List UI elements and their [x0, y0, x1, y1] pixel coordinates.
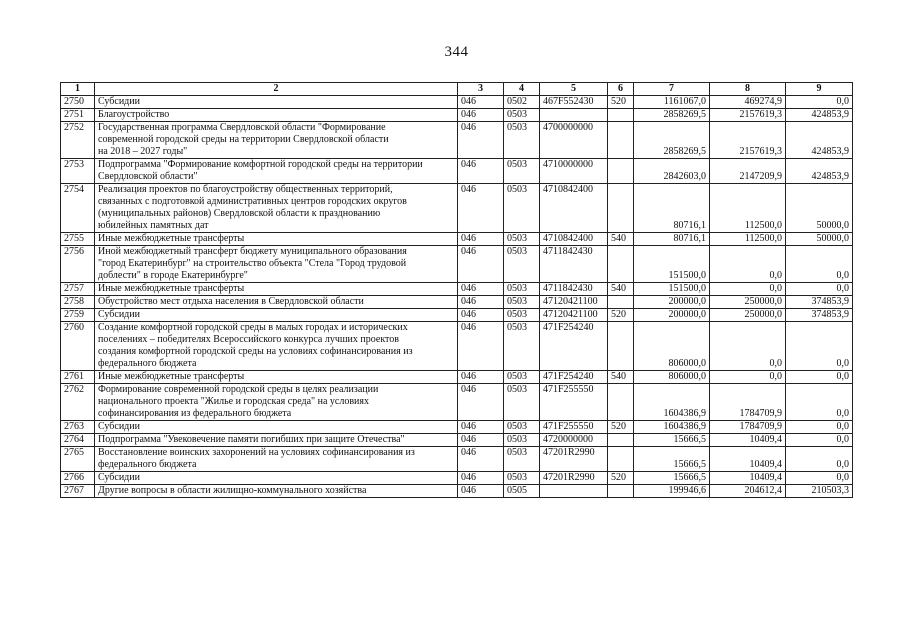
target-article-cell: 47201R2990: [540, 472, 608, 485]
description-line: Восстановление воинских захоронений на условиях софинансирования из: [98, 447, 415, 458]
expense-type-cell: 540: [608, 283, 634, 296]
amount-col8-cell: 2157619,3: [710, 109, 786, 122]
target-article-cell: 471F255550: [540, 384, 608, 421]
budget-table: [60, 82, 853, 498]
amount-col7-cell: 1604386,9: [634, 421, 710, 434]
amount-col8-cell: 1784709,9: [710, 384, 786, 421]
amount-col7-cell: 80716,1: [634, 233, 710, 246]
amount-col9-cell: 424853,9: [786, 159, 853, 184]
description-line: Другие вопросы в области жилищно-коммунального хозяйства: [98, 485, 367, 496]
table-row: [61, 485, 853, 498]
table-row: [61, 296, 853, 309]
amount-col9-cell: 0,0: [786, 371, 853, 384]
section-code-cell: 0505: [504, 485, 540, 498]
table-row: [61, 447, 853, 472]
ministry-code-cell: 046: [458, 122, 504, 159]
table-row: [61, 233, 853, 246]
section-code-cell: 0503: [504, 159, 540, 184]
table-row: [61, 109, 853, 122]
table-row: [61, 384, 853, 421]
row-number-cell: 2751: [61, 109, 95, 122]
amount-col8-cell: 469274,9: [710, 96, 786, 109]
amount-col8-cell: 250000,0: [710, 309, 786, 322]
description-line: Реализация проектов по благоустройству общественных территорий,: [98, 184, 393, 195]
target-article-cell: 4720000000: [540, 434, 608, 447]
target-article-cell: 471F254240: [540, 371, 608, 384]
description-line: (муниципальных районов) Свердловской области к празднованию: [98, 208, 381, 219]
ministry-code-cell: 046: [458, 184, 504, 233]
description-line: Свердловской области": [98, 171, 198, 182]
description-line: "город Екатеринбург" на строительство объекта "Стела "Город трудовой: [98, 258, 407, 269]
table-row: [61, 159, 853, 184]
column-header: 2: [95, 83, 458, 96]
table-row: [61, 96, 853, 109]
ministry-code-cell: 046: [458, 309, 504, 322]
amount-col7-cell: 2858269,5: [634, 109, 710, 122]
amount-col7-cell: 200000,0: [634, 309, 710, 322]
description-cell: [95, 122, 458, 159]
column-header: 9: [786, 83, 853, 96]
expense-type-cell: [608, 296, 634, 309]
row-number-cell: 2754: [61, 184, 95, 233]
description-line: Государственная программа Свердловской области "Формирование: [98, 122, 386, 133]
description-line: поселениях – победителях Всероссийского конкурса лучших проектов: [98, 334, 400, 345]
row-number-cell: 2766: [61, 472, 95, 485]
section-code-cell: 0503: [504, 109, 540, 122]
amount-col8-cell: 112500,0: [710, 184, 786, 233]
expense-type-cell: [608, 122, 634, 159]
amount-col7-cell: 806000,0: [634, 322, 710, 371]
amount-col8-cell: 250000,0: [710, 296, 786, 309]
column-header: 7: [634, 83, 710, 96]
amount-col7-cell: 15666,5: [634, 472, 710, 485]
amount-col9-cell: 50000,0: [786, 184, 853, 233]
amount-col9-cell: 424853,9: [786, 122, 853, 159]
row-number-cell: 2765: [61, 447, 95, 472]
amount-col8-cell: 0,0: [710, 246, 786, 283]
row-number-cell: 2757: [61, 283, 95, 296]
ministry-code-cell: 046: [458, 322, 504, 371]
amount-col9-cell: 0,0: [786, 384, 853, 421]
description-cell: [95, 434, 458, 447]
description-line: Создание комфортной городской среды в малых городах и исторических: [98, 322, 408, 333]
table-row: [61, 309, 853, 322]
amount-col8-cell: 10409,4: [710, 472, 786, 485]
description-line: Иной межбюджетный трансферт бюджету муниципального образования: [98, 246, 407, 257]
amount-col7-cell: 806000,0: [634, 371, 710, 384]
column-header: 5: [540, 83, 608, 96]
section-code-cell: 0503: [504, 122, 540, 159]
table-row: [61, 246, 853, 283]
description-line: Подпрограмма "Формирование комфортной городской среды на территории: [98, 159, 423, 170]
section-code-cell: 0503: [504, 233, 540, 246]
description-line: создания комфортной городской среды на условиях софинансирования из: [98, 346, 413, 357]
target-article-cell: 4711842430: [540, 246, 608, 283]
description-line: Субсидии: [98, 309, 140, 320]
description-line: доблести" в городе Екатеринбурге": [98, 270, 248, 281]
row-number-cell: 2750: [61, 96, 95, 109]
section-code-cell: 0503: [504, 296, 540, 309]
expense-type-cell: 520: [608, 421, 634, 434]
amount-col7-cell: 80716,1: [634, 184, 710, 233]
description-cell: [95, 96, 458, 109]
section-code-cell: 0503: [504, 447, 540, 472]
page-number: 344: [444, 44, 469, 60]
ministry-code-cell: 046: [458, 296, 504, 309]
row-number-cell: 2756: [61, 246, 95, 283]
target-article-cell: 4710842400: [540, 233, 608, 246]
expense-type-cell: [608, 384, 634, 421]
target-article-cell: 4710842400: [540, 184, 608, 233]
amount-col7-cell: 2858269,5: [634, 122, 710, 159]
target-article-cell: 467F552430: [540, 96, 608, 109]
ministry-code-cell: 046: [458, 109, 504, 122]
description-line: юбилейных памятных дат: [98, 220, 209, 231]
table-row: [61, 421, 853, 434]
expense-type-cell: [608, 109, 634, 122]
row-number-cell: 2759: [61, 309, 95, 322]
section-code-cell: 0503: [504, 283, 540, 296]
table-row: [61, 371, 853, 384]
amount-col7-cell: 2842603,0: [634, 159, 710, 184]
section-code-cell: 0502: [504, 96, 540, 109]
table-row: [61, 122, 853, 159]
amount-col7-cell: 199946,6: [634, 485, 710, 498]
description-line: Субсидии: [98, 96, 140, 107]
row-number-cell: 2760: [61, 322, 95, 371]
column-header: 8: [710, 83, 786, 96]
description-line: Иные межбюджетные трансферты: [98, 371, 245, 382]
description-line: федерального бюджета: [98, 459, 197, 470]
column-header: 1: [61, 83, 95, 96]
target-article-cell: [540, 109, 608, 122]
table-row: [61, 322, 853, 371]
expense-type-cell: [608, 184, 634, 233]
amount-col8-cell: 204612,4: [710, 485, 786, 498]
amount-col9-cell: 0,0: [786, 421, 853, 434]
description-cell: [95, 322, 458, 371]
description-cell: [95, 472, 458, 485]
description-cell: [95, 485, 458, 498]
row-number-cell: 2763: [61, 421, 95, 434]
amount-col9-cell: 0,0: [786, 246, 853, 283]
row-number-cell: 2761: [61, 371, 95, 384]
amount-col8-cell: 0,0: [710, 283, 786, 296]
ministry-code-cell: 046: [458, 283, 504, 296]
amount-col9-cell: 0,0: [786, 96, 853, 109]
expense-type-cell: [608, 485, 634, 498]
target-article-cell: [540, 485, 608, 498]
amount-col9-cell: 374853,9: [786, 296, 853, 309]
expense-type-cell: [608, 434, 634, 447]
section-code-cell: 0503: [504, 322, 540, 371]
description-line: федерального бюджета: [98, 358, 197, 369]
target-article-cell: 4711842430: [540, 283, 608, 296]
description-cell: [95, 296, 458, 309]
amount-col7-cell: 15666,5: [634, 434, 710, 447]
ministry-code-cell: 046: [458, 246, 504, 283]
section-code-cell: 0503: [504, 472, 540, 485]
description-line: Субсидии: [98, 472, 140, 483]
row-number-cell: 2767: [61, 485, 95, 498]
table-body: [61, 96, 853, 498]
ministry-code-cell: 046: [458, 472, 504, 485]
description-line: Иные межбюджетные трансферты: [98, 233, 245, 244]
target-article-cell: 4710000000: [540, 159, 608, 184]
expense-type-cell: 520: [608, 472, 634, 485]
amount-col9-cell: 424853,9: [786, 109, 853, 122]
amount-col7-cell: 15666,5: [634, 447, 710, 472]
ministry-code-cell: 046: [458, 421, 504, 434]
section-code-cell: 0503: [504, 384, 540, 421]
description-line: связанных с подготовкой административных центров городских округов: [98, 196, 407, 207]
column-header: 6: [608, 83, 634, 96]
column-header: 4: [504, 83, 540, 96]
description-line: Подпрограмма "Увековечение памяти погибших при защите Отечества": [98, 434, 405, 445]
amount-col7-cell: 1161067,0: [634, 96, 710, 109]
ministry-code-cell: 046: [458, 434, 504, 447]
amount-col8-cell: 10409,4: [710, 447, 786, 472]
target-article-cell: 471F254240: [540, 322, 608, 371]
expense-type-cell: [608, 246, 634, 283]
amount-col7-cell: 200000,0: [634, 296, 710, 309]
section-code-cell: 0503: [504, 434, 540, 447]
description-cell: [95, 447, 458, 472]
amount-col8-cell: 10409,4: [710, 434, 786, 447]
description-cell: [95, 371, 458, 384]
description-cell: [95, 309, 458, 322]
amount-col7-cell: 151500,0: [634, 283, 710, 296]
table-row: [61, 434, 853, 447]
description-cell: [95, 421, 458, 434]
ministry-code-cell: 046: [458, 233, 504, 246]
ministry-code-cell: 046: [458, 371, 504, 384]
ministry-code-cell: 046: [458, 384, 504, 421]
amount-col7-cell: 151500,0: [634, 246, 710, 283]
amount-col9-cell: 0,0: [786, 434, 853, 447]
description-line: Субсидии: [98, 421, 140, 432]
description-line: софинансирования из федерального бюджета: [98, 408, 292, 419]
amount-col9-cell: 50000,0: [786, 233, 853, 246]
row-number-cell: 2762: [61, 384, 95, 421]
amount-col9-cell: 210503,3: [786, 485, 853, 498]
expense-type-cell: [608, 159, 634, 184]
description-line: современной городской среды на территории Свердловской области: [98, 134, 389, 145]
description-cell: [95, 283, 458, 296]
description-cell: [95, 109, 458, 122]
amount-col8-cell: 0,0: [710, 322, 786, 371]
amount-col9-cell: 374853,9: [786, 309, 853, 322]
amount-col8-cell: 0,0: [710, 371, 786, 384]
expense-type-cell: 520: [608, 96, 634, 109]
ministry-code-cell: 046: [458, 159, 504, 184]
amount-col8-cell: 2147209,9: [710, 159, 786, 184]
target-article-cell: 47201R2990: [540, 447, 608, 472]
section-code-cell: 0503: [504, 246, 540, 283]
description-cell: [95, 233, 458, 246]
amount-col8-cell: 112500,0: [710, 233, 786, 246]
description-line: Обустройство мест отдыха населения в Свердловской области: [98, 296, 364, 307]
description-cell: [95, 384, 458, 421]
target-article-cell: 471F255550: [540, 421, 608, 434]
row-number-cell: 2752: [61, 122, 95, 159]
expense-type-cell: [608, 322, 634, 371]
row-number-cell: 2753: [61, 159, 95, 184]
target-article-cell: 47120421100: [540, 296, 608, 309]
amount-col9-cell: 0,0: [786, 472, 853, 485]
expense-type-cell: [608, 447, 634, 472]
description-cell: [95, 246, 458, 283]
row-number-cell: 2764: [61, 434, 95, 447]
description-cell: [95, 184, 458, 233]
table-row: [61, 283, 853, 296]
amount-col8-cell: 1784709,9: [710, 421, 786, 434]
description-line: Формирование современной городской среды в целях реализации: [98, 384, 379, 395]
target-article-cell: 4700000000: [540, 122, 608, 159]
ministry-code-cell: 046: [458, 485, 504, 498]
description-line: Иные межбюджетные трансферты: [98, 283, 245, 294]
ministry-code-cell: 046: [458, 96, 504, 109]
amount-col9-cell: 0,0: [786, 447, 853, 472]
table-row: [61, 472, 853, 485]
amount-col9-cell: 0,0: [786, 283, 853, 296]
description-line: Благоустройство: [98, 109, 170, 120]
ministry-code-cell: 046: [458, 447, 504, 472]
amount-col7-cell: 1604386,9: [634, 384, 710, 421]
expense-type-cell: 540: [608, 233, 634, 246]
row-number-cell: 2755: [61, 233, 95, 246]
section-code-cell: 0503: [504, 309, 540, 322]
column-header: 3: [458, 83, 504, 96]
amount-col8-cell: 2157619,3: [710, 122, 786, 159]
description-cell: [95, 159, 458, 184]
table-header-row: [61, 83, 853, 96]
target-article-cell: 47120421100: [540, 309, 608, 322]
row-number-cell: 2758: [61, 296, 95, 309]
expense-type-cell: 540: [608, 371, 634, 384]
table-row: [61, 184, 853, 233]
section-code-cell: 0503: [504, 421, 540, 434]
description-line: на 2018 – 2027 годы": [98, 146, 188, 157]
section-code-cell: 0503: [504, 371, 540, 384]
description-line: национального проекта "Жилье и городская среда" на условиях: [98, 396, 370, 407]
expense-type-cell: 520: [608, 309, 634, 322]
amount-col9-cell: 0,0: [786, 322, 853, 371]
section-code-cell: 0503: [504, 184, 540, 233]
